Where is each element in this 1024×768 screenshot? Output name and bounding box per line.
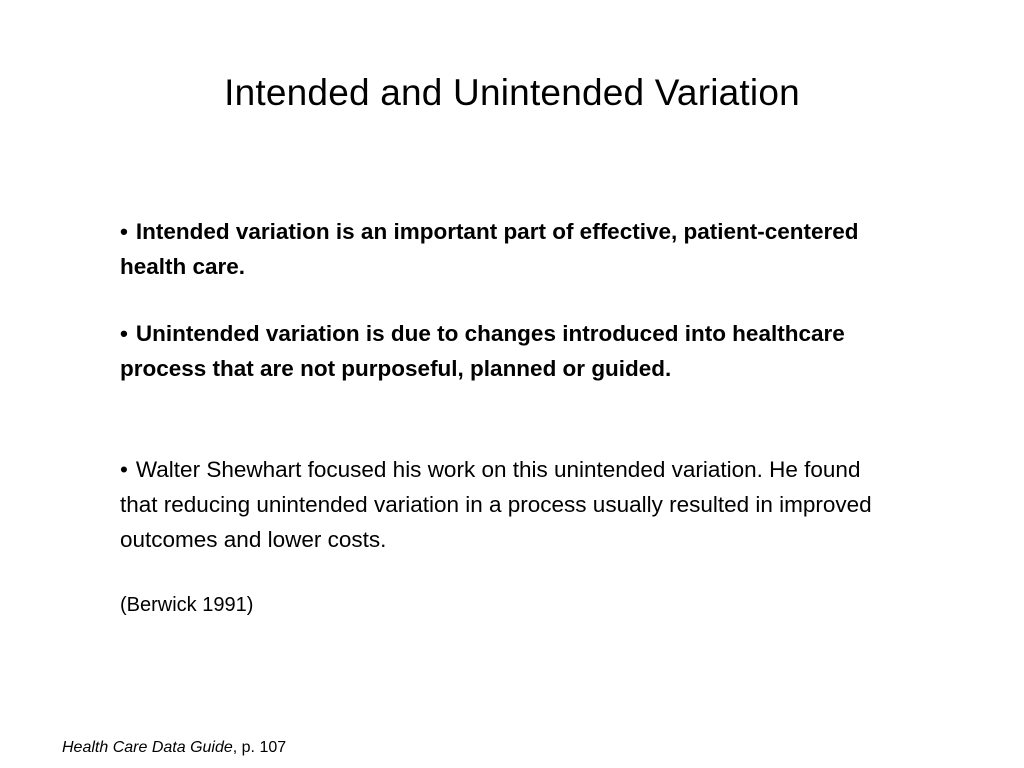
bullet-shewhart xyxy=(120,452,900,557)
footer-source xyxy=(62,737,286,759)
bullet-text: Walter Shewhart focused his work on this unintended variation. He found that reducing unintended variation in a process usually resulted in improved outcomes and lower costs. xyxy=(120,457,872,552)
bullet-text: Unintended variation is due to changes introduced into healthcare process that are not purposeful, planned or guided. xyxy=(120,321,845,381)
bullet-dot-icon: • xyxy=(120,219,128,244)
footer-source-title: Health Care Data Guide xyxy=(62,739,233,756)
bullet-unintended-variation xyxy=(120,316,900,386)
bullet-dot-icon: • xyxy=(120,321,128,346)
slide-title: Intended and Unintended Variation xyxy=(224,72,800,113)
bullet-text: Intended variation is an important part of effective, patient-centered health care. xyxy=(120,219,859,279)
bullet-dot-icon: • xyxy=(120,457,128,482)
footer-source-page: , p. 107 xyxy=(232,739,287,756)
bullet-intended-variation xyxy=(120,214,900,284)
citation: (Berwick 1991) xyxy=(120,594,254,616)
